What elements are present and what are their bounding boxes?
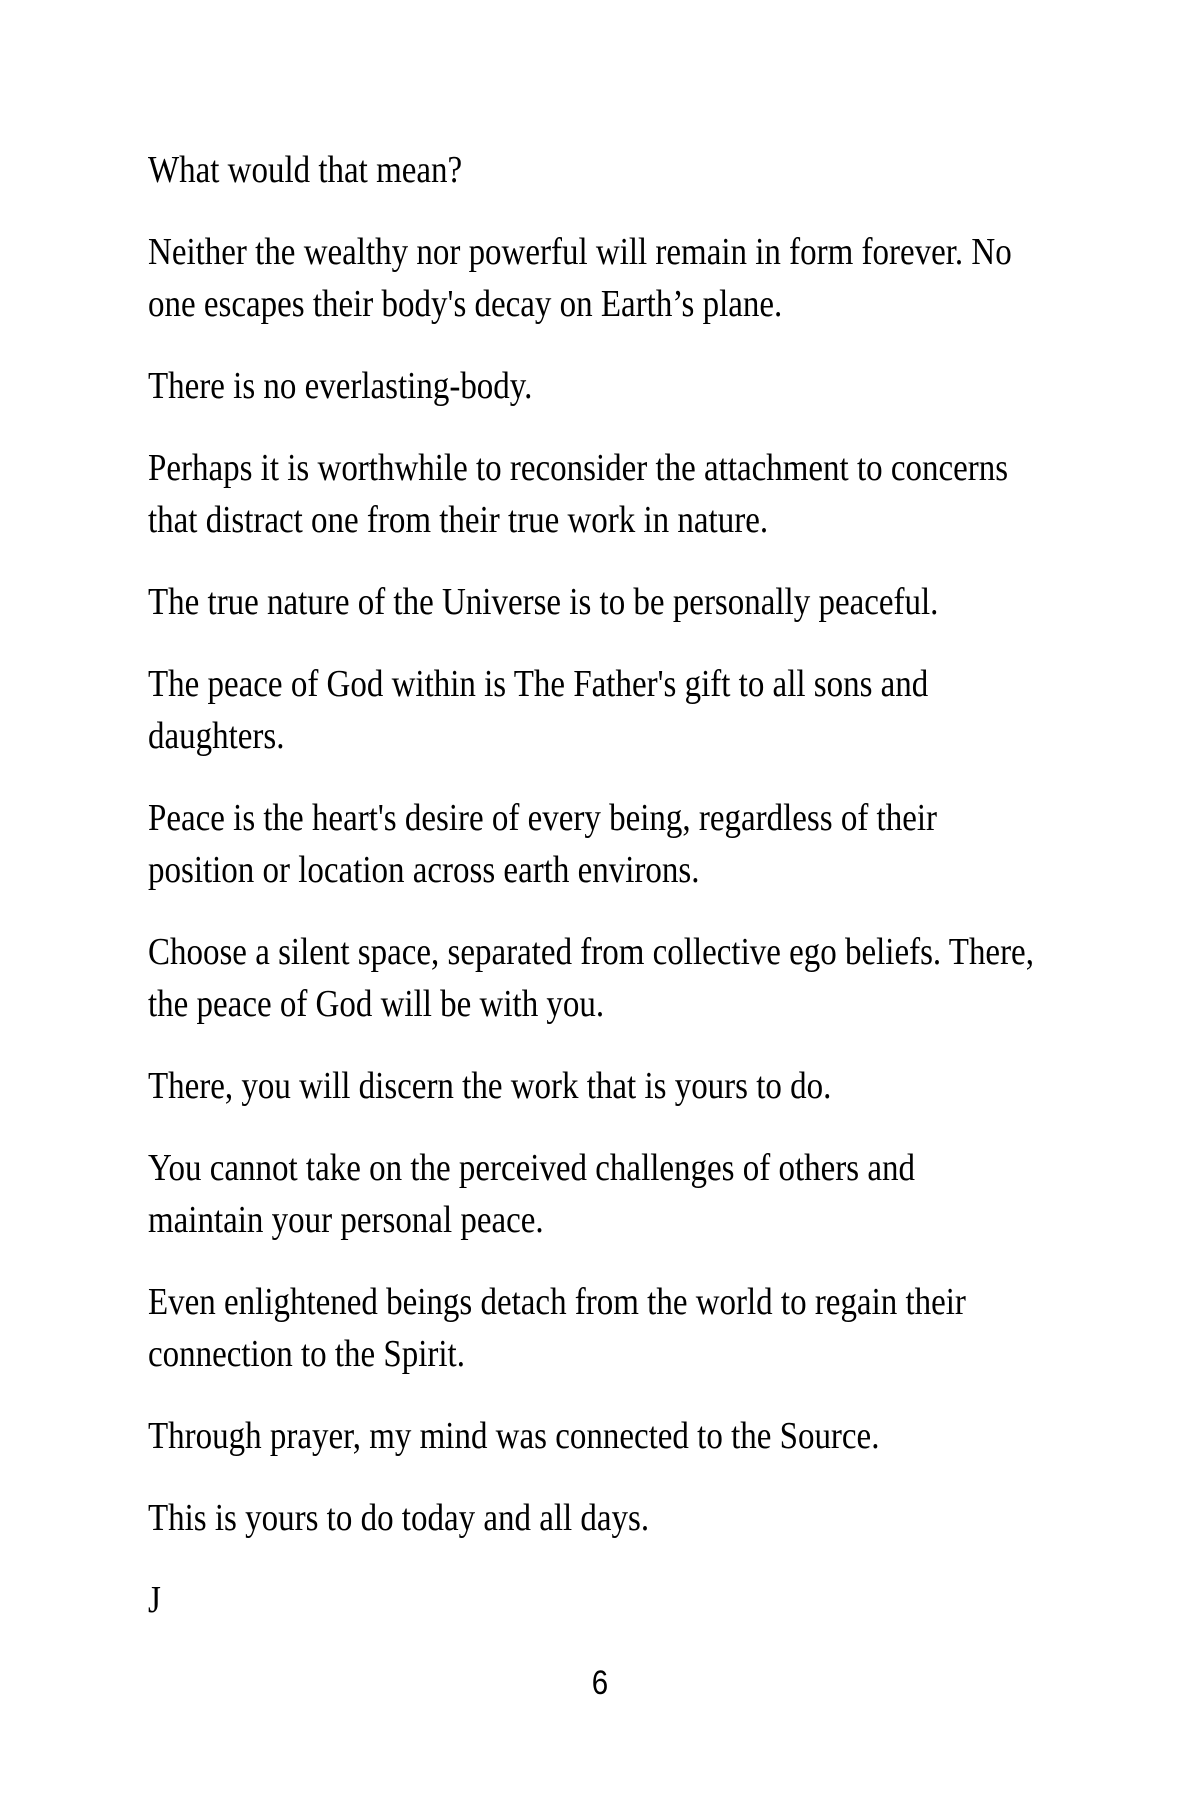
text-line: connection to the Spirit.: [148, 1333, 465, 1375]
text-line: Perhaps it is worthwhile to reconsider the attachment to concerns: [148, 447, 1009, 489]
text-line: that distract one from their true work in nature.: [148, 499, 769, 541]
paragraph: [148, 1060, 1103, 1112]
text-line: Even enlightened beings detach from the world to regain their: [148, 1281, 966, 1323]
text-line: The peace of God within is The Father's gift to all sons and: [148, 663, 929, 705]
text-line: This is yours to do today and all days.: [148, 1497, 650, 1539]
text-line: position or location across earth environs.: [148, 849, 700, 891]
text-line: You cannot take on the perceived challenges of others and: [148, 1147, 915, 1189]
text-line: What would that mean?: [148, 149, 463, 191]
paragraph: [148, 1276, 1103, 1380]
text-line: Peace is the heart's desire of every being, regardless of their: [148, 797, 937, 839]
paragraph: [148, 1574, 1103, 1626]
text-line: There is no everlasting-body.: [148, 365, 533, 407]
paragraph: [148, 1410, 1103, 1462]
page-number: 6: [591, 1664, 609, 1702]
paragraph: [148, 1492, 1103, 1544]
page-footer: [79, 1663, 1121, 1703]
paragraph: [148, 926, 1103, 1030]
text-line: Through prayer, my mind was connected to the Source.: [148, 1415, 880, 1457]
text-line: There, you will discern the work that is yours to do.: [148, 1065, 832, 1107]
paragraph: [148, 792, 1103, 896]
paragraph: [148, 1142, 1103, 1246]
text-line: one escapes their body's decay on Earth’s plane.: [148, 283, 783, 325]
text-line: maintain your personal peace.: [148, 1199, 544, 1241]
text-line: the peace of God will be with you.: [148, 983, 605, 1025]
paragraph: [148, 226, 1103, 330]
paragraph: [148, 360, 1103, 412]
text-line: Choose a silent space, separated from collective ego beliefs. There,: [148, 931, 1034, 973]
text-line: The true nature of the Universe is to be personally peaceful.: [148, 581, 939, 623]
text-line: J: [148, 1579, 161, 1621]
paragraph: [148, 658, 1103, 762]
text-line: daughters.: [148, 715, 285, 757]
text-line: Neither the wealthy nor powerful will remain in form forever. No: [148, 231, 1012, 273]
paragraph: [148, 442, 1103, 546]
paragraph: [148, 576, 1103, 628]
paragraph: [148, 144, 1103, 196]
body-text: [148, 144, 1103, 1656]
